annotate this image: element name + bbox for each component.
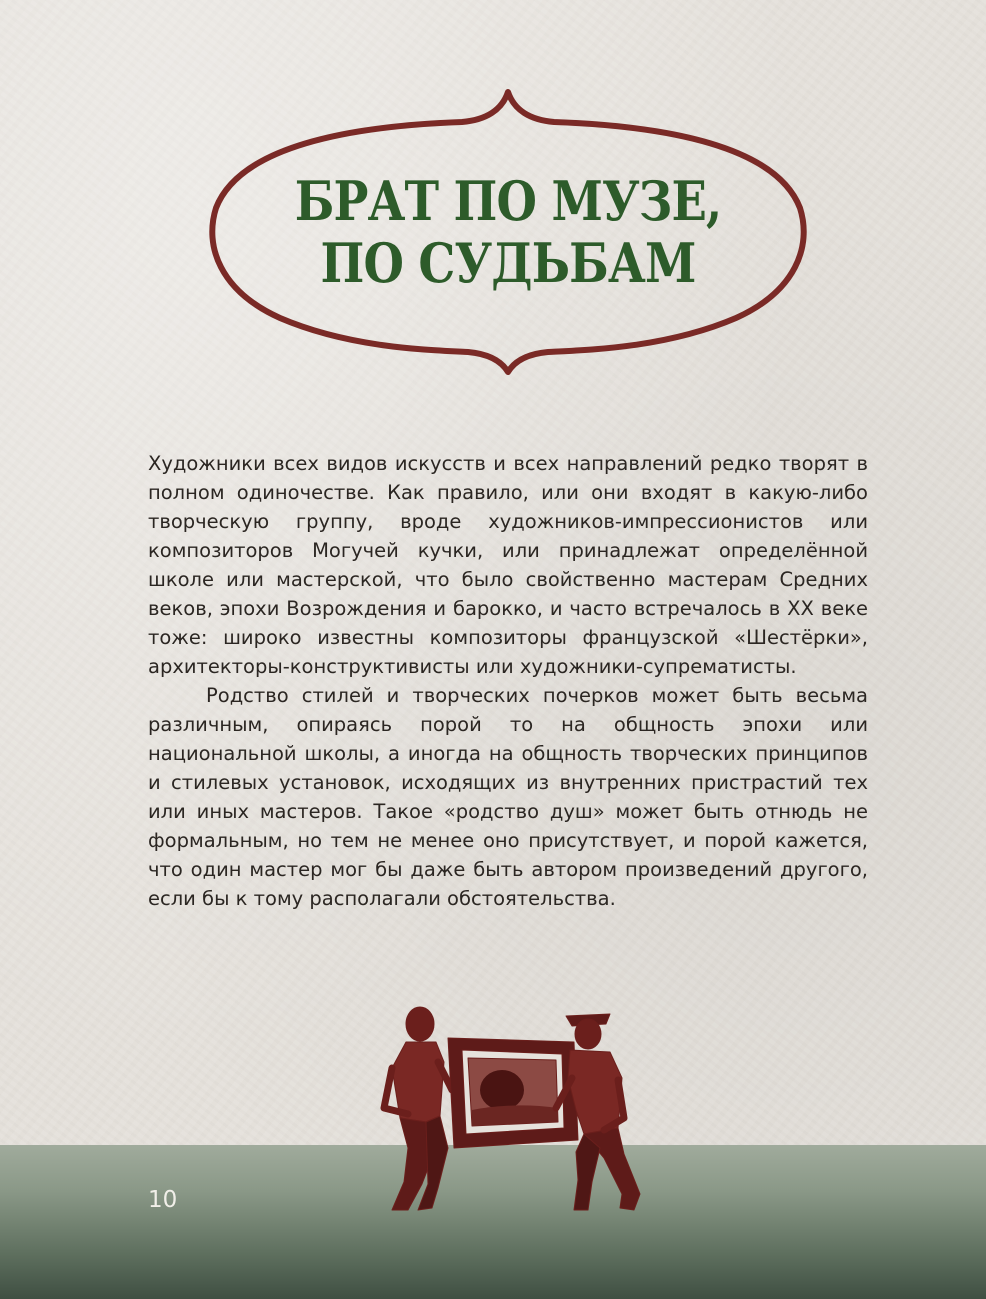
title-line-1: БРАТ ПО МУЗЕ, [294,169,722,233]
article-body [148,449,868,913]
title-line-2: ПО СУДЬБАМ [320,231,696,295]
paragraph-2: Родство стилей и творческих почерков может быть весьма различным, опираясь порой то на общность эпохи или национальной школы, а иногда на общность творческих принципов и стилевых установок, исходящих из внутренних пристрастий тех или иных мастеров. Такое «родство душ» может быть отнюдь не формальным, но тем не менее оно присутствует, и порой кажется, что один мастер мог бы даже быть автором произведений другого, если бы к тому располагали обстоятельства. [148,684,868,910]
paragraph-1: Художники всех видов искусств и всех направлений редко творят в полном одиночестве. Как правило, или они входят в какую-либо творческую группу, вроде художников-импрессионистов или композиторов Могучей кучки, или принадлежат определённой школе или мастерской, что было свойственно мастерам Средних веков, эпохи Возрождения и барокко, и часто встречалось в XX веке тоже: широко известны композиторы французской «Шестёрки», архитекторы-конструктивисты или художники-супрематисты. [148,452,868,678]
page-number: 10 [148,1187,178,1213]
page-title [243,170,773,294]
engraving-two-men-carrying-painting [378,998,648,1216]
